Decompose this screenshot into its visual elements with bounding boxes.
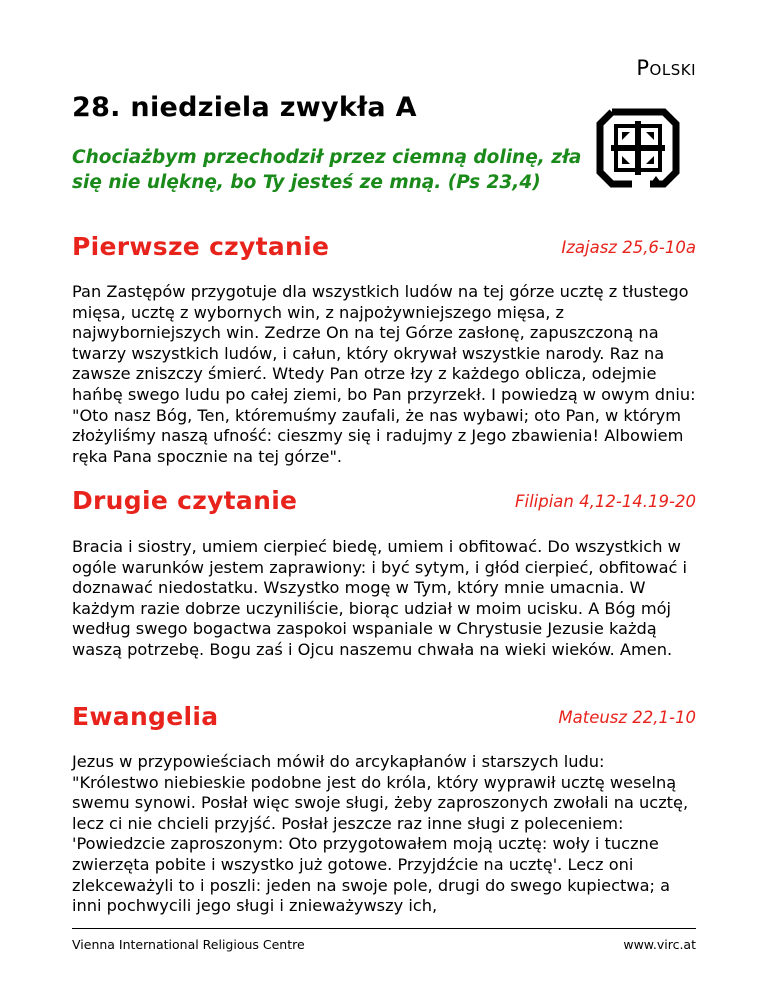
cross-emblem-icon [592,102,684,194]
section-title: Pierwsze czytanie [72,232,330,261]
page-title: 28. niedziela zwykła A [72,92,417,123]
reading-text: Bracia i siostry, umiem cierpieć biedę, umiem i obfitować. Do wszystkich w ogóle warunków jestem zaprawiony: i być sytym, i głód cierpieć, obfitować i doznawać niedostatku. Wszystko mogę w Tym, który mnie umacnia. W każdym razie dobrze uczyniliście, biorąc udział w moim ucisku. A Bóg mój według swego bogactwa zaspokoi wspaniale w Chrystusie Jezusie każdą waszą potrzebę. Bogu zaś i Ojcu naszemu chwała na wieki wieków. Amen. [72,537,688,659]
section-title: Ewangelia [72,702,219,731]
reading-text: Jezus w przypowieściach mówił do arcykapłanów i starszych ludu: "Królestwo niebieskie podobne jest do króla, który wyprawił ucztę weselną swemu synowi. Posłał więc swoje sługi, żeby zaproszonych zwołali na ucztę, lecz ci nie chcieli przyjść. Posłał jeszcze raz inne sługi z poleceniem: 'Powiedzcie zaproszonym: Oto przygotowałem moją ucztę: woły i tuczne zwierzęta pobite i wszystko już gotowe. Przyjdźcie na ucztę'. Lecz oni zlekceważyli to i poszli: jeden na swoje pole, drugi do swego kupiectwa; a inni pochwycili jego sługi i znieważywszy ich, [72,752,689,916]
section-header-first-reading [72,232,696,266]
reading-text: Pan Zastępów przygotuje dla wszystkich ludów na tej górze ucztę z tłustego mięsa, ucztę z wybornych win, z najpożywniejszego mięsa, z najwyborniejszych win. Zedrze On na tej Górze zasłonę, zapuszczoną na twarzy wszystkich ludów, i całun, który okrywał wszystkie narody. Raz na zawsze zniszczy śmierć. Wtedy Pan otrze łzy z każdego oblicza, odejmie hańbę swego ludu po całej ziemi, bo Pan przyrzekł. I powiedzą w owym dniu: "Oto nasz Bóg, Ten, któremuśmy zaufali, że nas wybawi; oto Pan, w którym złożyliśmy naszą ufność: cieszmy się i radujmy z Jego zbawienia! Albowiem ręka Pana spocznie na tej górze". [72,282,696,466]
footer-divider [72,928,696,929]
section-reference: Izajasz 25,6-10a [561,238,696,257]
section-header-second-reading [72,486,696,520]
section-reference: Filipian 4,12-14.19-20 [515,492,696,511]
section-reference: Mateusz 22,1-10 [558,708,696,727]
section-title: Drugie czytanie [72,486,298,515]
psalm-quote: Chociażbym przechodził przez ciemną dolinę, zła się nie ulęknę, bo Ty jesteś ze mną. (Ps 23,4) [72,147,582,193]
footer-organization: Vienna International Religious Centre [72,937,305,952]
language-label: Polski [636,56,696,80]
section-header-gospel [72,702,696,736]
footer-website-link[interactable]: www.virc.at [623,937,696,952]
